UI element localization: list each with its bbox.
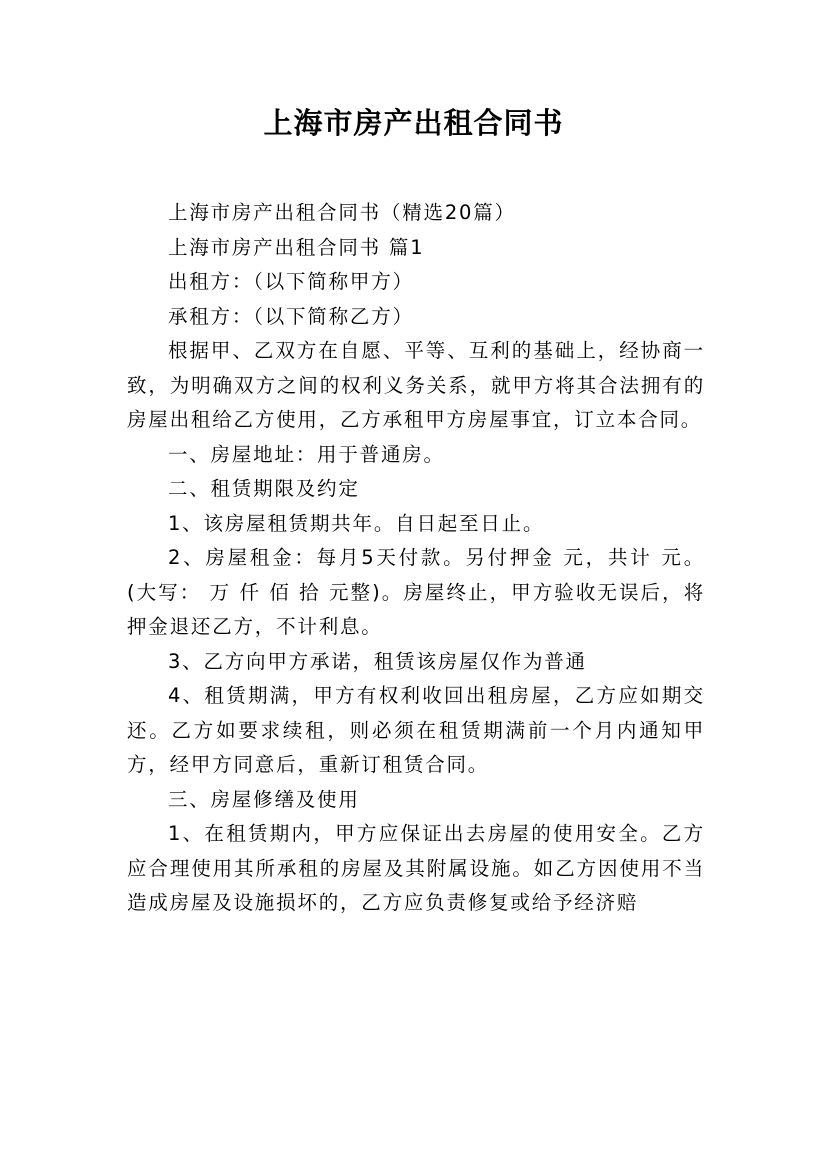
paragraph-lessor: 出租方：（以下简称甲方）	[167, 270, 414, 293]
paragraph-section-heading: 上海市房产出租合同书 篇1	[167, 235, 425, 259]
document-body	[127, 196, 705, 921]
paragraph-term-1: 1、该房屋租赁期共年。自日起至日止。	[167, 511, 545, 535]
paragraph-term-2: 2、房屋租金：每月5天付款。另付押金 元，共计 元。(大写： 万 仟 佰 拾 元整)。房屋终止，甲方验收无误后，将押金退还乙方，不计利息。	[127, 546, 705, 638]
paragraph-clause-address: 一、房屋地址：用于普通房。	[167, 442, 445, 466]
paragraph-term-4: 4、租赁期满，甲方有权利收回出租房屋，乙方应如期交还。乙方如要求续租，则必须在租赁期满前一个月内通知甲方，经甲方同意后，重新订租赁合同。	[127, 684, 705, 776]
paragraph-preamble: 根据甲、乙双方在自愿、平等、互利的基础上，经协商一致，为明确双方之间的权利义务关系，就甲方将其合法拥有的房屋出租给乙方使用，乙方承租甲方房屋事宜，订立本合同。	[127, 339, 705, 431]
document-title: 上海市房产出租合同书	[263, 106, 564, 140]
paragraph-subtitle: 上海市房产出租合同书（精选20篇）	[167, 201, 516, 224]
paragraph-clause-repair-heading: 三、房屋修缮及使用	[167, 787, 360, 811]
paragraph-term-3: 3、乙方向甲方承诺，租赁该房屋仅作为普通	[167, 649, 587, 673]
paragraph-repair-1: 1、在租赁期内，甲方应保证出去房屋的使用安全。乙方应合理使用其所承租的房屋及其附属设施。如乙方因使用不当造成房屋及设施损坏的，乙方应负责修复或给予经济赔	[127, 822, 705, 914]
paragraph-clause-term-heading: 二、租赁期限及约定	[167, 477, 360, 500]
paragraph-lessee: 承租方：（以下简称乙方）	[167, 304, 414, 328]
